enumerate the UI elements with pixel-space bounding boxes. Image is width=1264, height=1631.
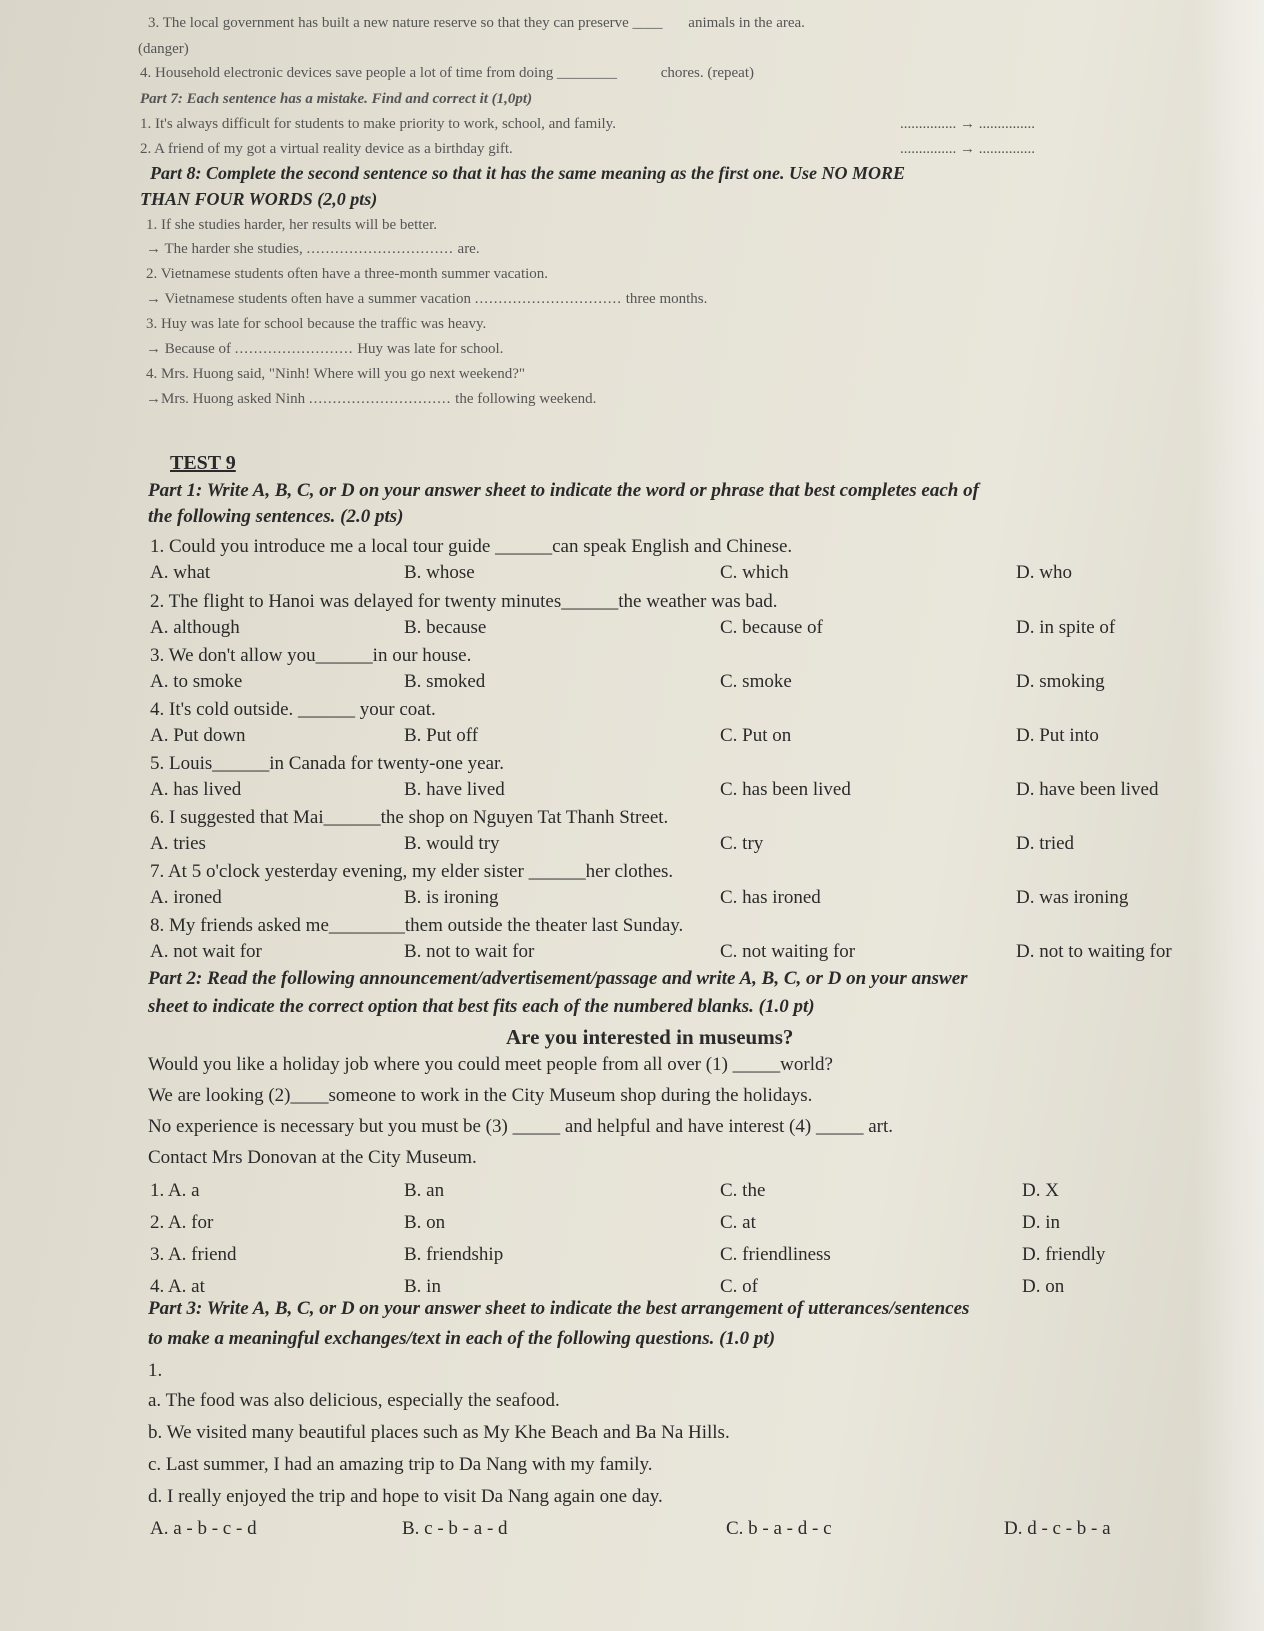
part1-question-6: 6. I suggested that Mai______the shop on Nguyen Tat Thanh Street. [150, 807, 669, 828]
part7-s2: 2. A friend of my got a virtual reality device as a birthday gift. [140, 141, 513, 157]
part3-item-c: c. Last summer, I had an amazing trip to Da Nang with my family. [148, 1454, 653, 1475]
part2-q2-option-b: B. on [404, 1212, 446, 1233]
part8-a2 [146, 288, 707, 310]
passage-line-1: Would you like a holiday job where you could meet people from all over (1) _____world? [148, 1054, 833, 1075]
part3-option-a: A. a - b - c - d [150, 1518, 257, 1539]
prev-q3-hint: (danger) [138, 41, 189, 57]
part8-a2-end: three months. [625, 291, 708, 307]
part2-q4-option-c: C. of [720, 1276, 758, 1297]
part1-q2-option-d: D. in spite of [1016, 617, 1116, 638]
passage-line-4: Contact Mrs Donovan at the City Museum. [148, 1147, 477, 1168]
prev-q4 [140, 62, 754, 84]
part1-q5-option-a: A. has lived [150, 779, 242, 800]
part1-question-1: 1. Could you introduce me a local tour guide ______can speak English and Chinese. [150, 536, 793, 557]
part1-q4-option-b: B. Put off [404, 725, 479, 746]
passage-line-2: We are looking (2)____someone to work in the City Museum shop during the holidays. [148, 1085, 813, 1106]
part1-q1-option-b: B. whose [404, 562, 475, 583]
part2-q4-option-b: B. in [404, 1276, 441, 1297]
part7-s1-fill: ............... → ............... [900, 116, 1035, 132]
part2-q3-option-b: B. friendship [404, 1244, 504, 1265]
part8-a1-start: → The harder she studies, [146, 241, 303, 257]
part2-q3-option-a: 3. A. friend [150, 1244, 237, 1265]
part8-a3-end: Huy was late for school. [357, 341, 504, 357]
prev-q4-text: 4. Household electronic devices save people a lot of time from doing [140, 65, 554, 81]
part2-heading-line1: Part 2: Read the following announcement/advertisement/passage and write A, B, C, or D on your answer [148, 968, 968, 989]
part3-item-a: a. The food was also delicious, especially the seafood. [148, 1390, 560, 1411]
part8-a4-end: the following weekend. [455, 391, 597, 407]
part1-q2-option-b: B. because [404, 617, 487, 638]
prev-q3-text: 3. The local government has built a new nature reserve so that they can preserve [148, 15, 629, 31]
part2-q1-option-d: D. X [1022, 1180, 1059, 1201]
part1-question-8: 8. My friends asked me________them outside the theater last Sunday. [150, 915, 684, 936]
part8-a3-dots: ......................... [234, 341, 354, 357]
part1-q3-option-b: B. smoked [404, 671, 486, 692]
part2-q3-option-c: C. friendliness [720, 1244, 831, 1265]
part3-option-c: C. b - a - d - c [726, 1518, 832, 1539]
part1-q5-option-d: D. have been lived [1016, 779, 1159, 800]
part1-heading-line2: the following sentences. (2.0 pts) [148, 506, 404, 527]
part1-q8-option-c: C. not waiting for [720, 941, 856, 962]
part3-question-number: 1. [148, 1360, 163, 1381]
part2-heading-line2: sheet to indicate the correct option that best fits each of the numbered blanks. (1.0 pt) [148, 996, 815, 1017]
part2-q3-option-d: D. friendly [1022, 1244, 1106, 1265]
part8-a3 [146, 338, 503, 360]
part3-option-b: B. c - b - a - d [402, 1518, 508, 1539]
part8-a4-dots: .............................. [308, 391, 452, 407]
part1-q5-option-c: C. has been lived [720, 779, 851, 800]
page-curl-shadow [1194, 0, 1264, 1631]
part1-question-5: 5. Louis______in Canada for twenty-one year. [150, 753, 505, 774]
part2-q2-option-d: D. in [1022, 1212, 1060, 1233]
part3-heading-line1: Part 3: Write A, B, C, or D on your answer sheet to indicate the best arrangement of utterances/sentences [148, 1298, 970, 1319]
part1-q6-option-a: A. tries [150, 833, 206, 854]
part8-a2-start: → Vietnamese students often have a summer vacation [146, 291, 471, 307]
part1-q7-option-a: A. ironed [150, 887, 222, 908]
part1-q1-option-d: D. who [1016, 562, 1072, 583]
part1-heading-line1: Part 1: Write A, B, C, or D on your answer sheet to indicate the word or phrase that best completes each of [148, 480, 979, 501]
part1-question-2: 2. The flight to Hanoi was delayed for twenty minutes______the weather was bad. [150, 591, 778, 612]
part2-q2-option-a: 2. A. for [150, 1212, 214, 1233]
passage-line-3: No experience is necessary but you must be (3) _____ and helpful and have interest (4) _____ art. [148, 1116, 893, 1137]
part1-q5-option-b: B. have lived [404, 779, 505, 800]
prev-q3-tail: animals in the area. [688, 15, 805, 31]
part1-q6-option-b: B. would try [404, 833, 500, 854]
passage-title: Are you interested in museums? [506, 1025, 794, 1049]
part3-item-b: b. We visited many beautiful places such as My Khe Beach and Ba Na Hills. [148, 1422, 730, 1443]
part8-a4 [146, 388, 596, 410]
part1-q3-option-d: D. smoking [1016, 671, 1105, 692]
part1-q8-option-d: D. not to waiting for [1016, 941, 1172, 962]
part7-s1: 1. It's always difficult for students to make priority to work, school, and family. [140, 116, 616, 132]
part8-q3: 3. Huy was late for school because the traffic was heavy. [146, 316, 487, 332]
part8-a2-dots: ............................... [474, 291, 622, 307]
prev-q3-blank: ____ [632, 15, 663, 31]
part8-a1 [146, 238, 480, 260]
part8-q2: 2. Vietnamese students often have a three-month summer vacation. [146, 266, 549, 282]
part8-a4-start: →Mrs. Huong asked Ninh [146, 391, 306, 407]
part2-q4-option-a: 4. A. at [150, 1276, 205, 1297]
part2-q1-option-b: B. an [404, 1180, 445, 1201]
part8-heading-line2: THAN FOUR WORDS (2,0 pts) [140, 189, 378, 209]
part2-q4-option-d: D. on [1022, 1276, 1065, 1297]
part8-a3-start: → Because of [146, 341, 231, 357]
part3-option-d: D. d - c - b - a [1004, 1518, 1111, 1539]
part1-question-7: 7. At 5 o'clock yesterday evening, my elder sister ______her clothes. [150, 861, 674, 882]
part1-q8-option-b: B. not to wait for [404, 941, 535, 962]
part1-q4-option-a: A. Put down [150, 725, 246, 746]
part8-heading-line1: Part 8: Complete the second sentence so that it has the same meaning as the first one. Use NO MORE [150, 163, 906, 183]
part8-q4: 4. Mrs. Huong said, "Ninh! Where will you go next weekend?" [146, 366, 525, 382]
part1-q3-option-c: C. smoke [720, 671, 792, 692]
part1-q7-option-c: C. has ironed [720, 887, 821, 908]
part3-heading-line2: to make a meaningful exchanges/text in each of the following questions. (1.0 pt) [148, 1328, 776, 1349]
part1-q1-option-c: C. which [720, 562, 789, 583]
part1-q7-option-d: D. was ironing [1016, 887, 1129, 908]
part1-q1-option-a: A. what [150, 562, 211, 583]
part2-q2-option-c: C. at [720, 1212, 756, 1233]
part8-q1: 1. If she studies harder, her results will be better. [146, 217, 437, 233]
part1-q2-option-a: A. although [150, 617, 240, 638]
part1-question-3: 3. We don't allow you______in our house. [150, 645, 472, 666]
part7-heading: Part 7: Each sentence has a mistake. Find and correct it (1,0pt) [140, 91, 533, 107]
part1-q4-option-d: D. Put into [1016, 725, 1099, 746]
part3-item-d: d. I really enjoyed the trip and hope to visit Da Nang again one day. [148, 1486, 663, 1507]
prev-q3 [148, 12, 805, 34]
part1-q4-option-c: C. Put on [720, 725, 792, 746]
part1-q3-option-a: A. to smoke [150, 671, 243, 692]
part8-a1-dots: ............................... [306, 241, 454, 257]
prev-q4-blank: ________ [556, 65, 617, 81]
part1-q2-option-c: C. because of [720, 617, 823, 638]
part2-q1-option-c: C. the [720, 1180, 766, 1201]
part1-q7-option-b: B. is ironing [404, 887, 499, 908]
part1-question-4: 4. It's cold outside. ______ your coat. [150, 699, 436, 720]
part7-s2-fill: ............... → ............... [900, 141, 1035, 157]
part1-q6-option-d: D. tried [1016, 833, 1075, 854]
part1-q8-option-a: A. not wait for [150, 941, 262, 962]
prev-q4-tail: chores. (repeat) [660, 65, 754, 81]
part8-a1-end: are. [457, 241, 480, 257]
test-title: TEST 9 [170, 452, 236, 474]
part2-q1-option-a: 1. A. a [150, 1180, 200, 1201]
part1-q6-option-c: C. try [720, 833, 764, 854]
